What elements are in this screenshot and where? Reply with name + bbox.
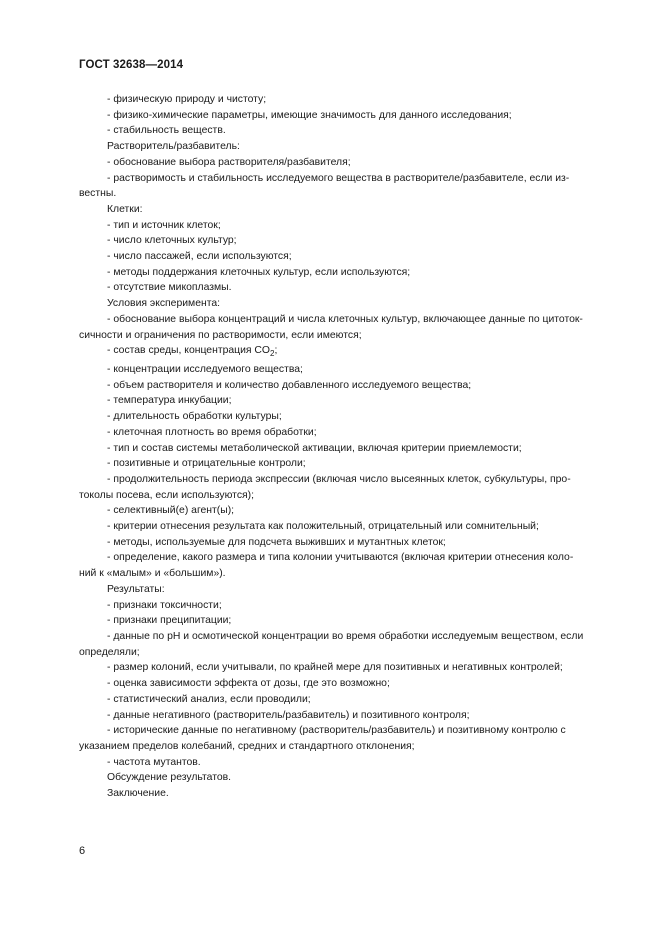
text-line-content: - данные по pH и осмотической концентрации во время обработки исследуемым веществом, если [107, 630, 584, 642]
text-line [79, 441, 628, 457]
text-line-content: - концентрации исследуемого вещества; [107, 364, 303, 376]
document-header: ГОСТ 32638—2014 [79, 59, 184, 71]
text-line [79, 202, 628, 218]
text-line [79, 328, 628, 344]
text-line-content: - признаки преципитации; [107, 615, 232, 627]
text-line [79, 613, 628, 629]
text-line-content: - определение, какого размера и типа колонии учитываются (включая критерии отнесения коло- [107, 552, 574, 564]
text-line-content: указанием пределов колебаний, средних и стандартного отклонения; [79, 740, 415, 752]
text-line-content: - стабильность веществ. [107, 125, 226, 137]
text-line [79, 535, 628, 551]
text-line [79, 265, 628, 281]
text-line [79, 488, 628, 504]
text-line [79, 108, 628, 124]
text-line-content: - селективный(е) агент(ы); [107, 505, 235, 517]
text-line [79, 155, 628, 171]
text-line [79, 786, 628, 802]
text-line [79, 629, 628, 645]
text-line-content: - объем растворителя и количество добавленного исследуемого вещества; [107, 379, 472, 391]
text-line-content: - позитивные и отрицательные контроли; [107, 458, 306, 470]
text-line [79, 660, 628, 676]
text-line-content: Условия эксперимента: [107, 298, 221, 310]
page-number: 6 [79, 845, 86, 857]
text-line-content: - отсутствие микоплазмы. [107, 282, 232, 294]
text-line-content: - оценка зависимости эффекта от дозы, где это возможно; [107, 678, 390, 690]
text-line-content: - температура инкубации; [107, 395, 232, 407]
text-line [79, 218, 628, 234]
text-line-content: - обоснование выбора растворителя/разбавителя; [107, 156, 351, 168]
text-line [79, 566, 628, 582]
text-line-content: вестны. [79, 188, 117, 200]
text-line [79, 472, 628, 488]
text-line-content: - растворимость и стабильность исследуемого вещества в растворителе/разбавителе, если из- [107, 172, 570, 184]
text-line [79, 676, 628, 692]
text-line-content: - продолжительность периода экспрессии (включая число высеянных клеток, субкультуры, про- [107, 473, 571, 485]
text-line [79, 233, 628, 249]
text-line-content: - методы поддержания клеточных культур, если используются; [107, 266, 411, 278]
text-line [79, 139, 628, 155]
text-line [79, 186, 628, 202]
text-line [79, 362, 628, 378]
text-line [79, 723, 628, 739]
text-line [79, 378, 628, 394]
text-line [79, 312, 628, 328]
document-body [79, 92, 628, 802]
text-line [79, 393, 628, 409]
text-line-content: - клеточная плотность во время обработки; [107, 426, 317, 438]
text-line [79, 598, 628, 614]
text-line [79, 708, 628, 724]
text-line-content: - признаки токсичности; [107, 599, 222, 611]
text-line-content: - методы, используемые для подсчета выживших и мутантных клеток; [107, 536, 446, 548]
subscript: 2 [270, 349, 275, 359]
text-line-content: - число пассажей, если используются; [107, 251, 292, 263]
text-line-content: - длительность обработки культуры; [107, 411, 282, 423]
text-line [79, 770, 628, 786]
text-line-content: - статистический анализ, если проводили; [107, 693, 311, 705]
text-line-suffix: ; [274, 345, 278, 357]
text-line-content: Обсуждение результатов. [107, 772, 232, 784]
text-line-content: - обоснование выбора концентраций и числа клеточных культур, включающее данные по цитоток- [107, 313, 583, 325]
text-line [79, 755, 628, 771]
text-line-content: ний к «малым» и «большим»). [79, 568, 226, 580]
text-line-content: Результаты: [107, 583, 165, 595]
text-line-content: - критерии отнесения результата как положительный, отрицательный или сомнительный; [107, 521, 539, 533]
text-line [79, 280, 628, 296]
text-line [79, 123, 628, 139]
text-line [79, 503, 628, 519]
text-line [79, 645, 628, 661]
text-line-content: - физико-химические параметры, имеющие значимость для данного исследования; [107, 109, 512, 121]
text-line-content: - состав среды, концентрация CO [107, 345, 270, 357]
text-line-content: - физическую природу и чистоту; [107, 94, 267, 105]
text-line-content: токолы посева, если используются); [79, 489, 254, 501]
text-line-content: - размер колоний, если учитывали, по крайней мере для позитивных и негативных контролей; [107, 662, 563, 674]
text-line [79, 425, 628, 441]
text-line [79, 582, 628, 598]
text-line-content: сичности и ограничения по растворимости, если имеются; [79, 329, 362, 341]
text-line-content: - исторические данные по негативному (растворитель/разбавитель) и позитивному контролю с [107, 725, 566, 737]
text-line-content: - частота мутантов. [107, 756, 201, 768]
text-line [79, 296, 628, 312]
text-line [79, 171, 628, 187]
text-line [79, 739, 628, 755]
text-line-content: Растворитель/разбавитель: [107, 141, 240, 153]
text-line [79, 409, 628, 425]
text-line-content: определяли; [79, 646, 140, 658]
text-line-content: Заключение. [107, 788, 169, 800]
text-line [79, 92, 628, 108]
text-line [79, 343, 628, 362]
text-line-content: - тип и источник клеток; [107, 219, 221, 231]
text-line-content: Клетки: [107, 203, 143, 215]
text-line [79, 456, 628, 472]
text-line-content: - данные негативного (растворитель/разбавитель) и позитивного контроля; [107, 709, 470, 721]
text-line [79, 519, 628, 535]
text-line-content: - число клеточных культур; [107, 235, 237, 247]
text-line [79, 692, 628, 708]
text-line-content: - тип и состав системы метаболической активации, включая критерии приемлемости; [107, 442, 522, 454]
text-line [79, 249, 628, 265]
text-line [79, 550, 628, 566]
